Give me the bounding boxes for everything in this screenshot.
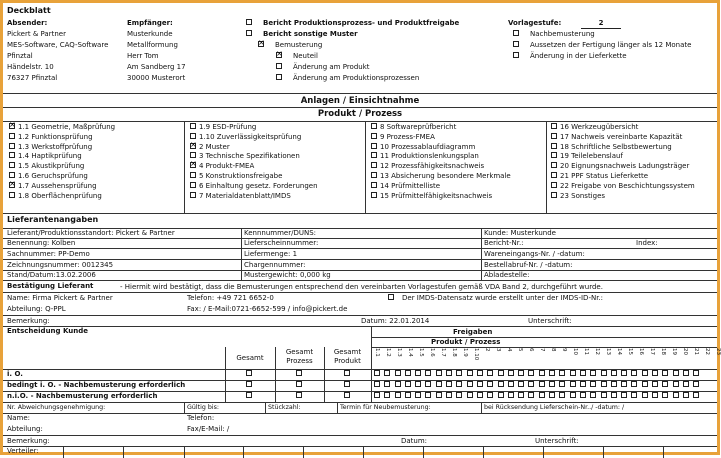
item-label: 14 Prüfmittelliste [380, 181, 441, 190]
tick-label: 3 [495, 348, 501, 352]
bedingt-item-checkboxes[interactable] [374, 381, 704, 389]
item-label: 1.2 Funktionsprüfung [18, 132, 93, 141]
item-label: 11 Produktionslenkungsplan [380, 152, 479, 161]
item-label: 1.10 Zuverlässigkeitsprüfung [199, 132, 302, 141]
pruefung-col4 [551, 123, 695, 201]
liefermenge-field[interactable]: Liefermenge: 1 [244, 250, 298, 258]
entscheidung-title: Entscheidung Kunde [7, 327, 89, 335]
bemusterung-checkbox[interactable] [258, 41, 264, 47]
divider [265, 402, 266, 413]
divider [663, 446, 664, 458]
tick-label: 1.8 [451, 348, 457, 357]
divider [423, 446, 424, 458]
item-label: 1.4 Haptikprüfung [18, 152, 82, 161]
item-label: 20 Eignungsnachweis Ladungsträger [560, 162, 690, 171]
tick-label: 16 [638, 348, 644, 355]
abweichung-field[interactable]: Nr. Abweichungsgenehmigung: [7, 404, 106, 411]
divider [3, 446, 717, 447]
check-1-7[interactable] [9, 182, 15, 188]
tick-label: 17 [649, 348, 655, 355]
item-label: 16 Werkzeugübersicht [560, 123, 639, 131]
tick-label: 14 [616, 348, 622, 355]
item-label: 4 Produkt-FMEA [199, 162, 255, 171]
item-label: 1.8 Oberflächenprüfung [18, 191, 102, 200]
divider [243, 446, 244, 458]
divider [371, 337, 717, 338]
standort-field[interactable]: Lieferant/Produktionsstandort: Pickert & Partner [7, 229, 175, 237]
item-label: 7 Materialdatenblatt/IMDS [199, 191, 291, 200]
item-label: 5 Konstruktionsfreigabe [199, 171, 283, 180]
divider [303, 446, 304, 458]
aenderung-prozess-checkbox[interactable] [276, 74, 282, 80]
tick-label: 15 [627, 348, 633, 355]
tick-label: 13 [605, 348, 611, 355]
item-label: 6 Einhaltung gesetz. Forderungen [199, 181, 318, 190]
tick-label: 9 [561, 348, 567, 352]
divider [123, 446, 124, 458]
zeichnung-field[interactable]: Zeichnungsnummer: 0012345 [7, 261, 114, 269]
absender-line: 76327 Pfinztal [7, 74, 58, 82]
bericht-sonstige-label: Bericht sonstige Muster [263, 30, 358, 38]
nachbemusterung-checkbox[interactable] [513, 30, 519, 36]
item-label: 1.7 Aussehensprüfung [18, 181, 97, 190]
divider [363, 446, 364, 458]
nachbemusterung-label: Nachbemusterung [530, 30, 595, 38]
item-label: 1.3 Werkstoffprüfung [18, 142, 93, 151]
check-2[interactable] [190, 143, 196, 149]
check-13[interactable] [371, 172, 377, 178]
absender-label: Absender: [7, 19, 48, 27]
pruefung-col1 [9, 123, 115, 201]
item-label: 1.5 Akustikprüfung [18, 162, 85, 171]
bericht-produktion-label: Bericht Produktionsprozess- und Produktfreigabe [263, 19, 460, 27]
lieferant-bemerkung[interactable]: Bemerkung: [7, 317, 50, 325]
decision-nio: n.i.O. - Nachbemusterung erforderlich [7, 392, 158, 400]
page-title: Deckblatt [7, 6, 51, 15]
charge-field[interactable]: Chargennummer: [244, 261, 306, 269]
io-produkt-checkbox[interactable] [344, 370, 350, 376]
tick-label: 10 [572, 348, 578, 355]
check-14[interactable] [371, 182, 377, 188]
imds-label: Der IMDS-Datensatz wurde erstellt unter der IMDS-ID-Nr.: [402, 294, 604, 302]
tick-label: 6 [528, 348, 534, 352]
aenderung-prozess-label: Änderung am Produktionsprozessen [293, 74, 420, 82]
tick-label: 2 [484, 348, 490, 352]
divider [483, 446, 484, 458]
tick-label: 1.9 [462, 348, 468, 357]
check-1-4[interactable] [9, 152, 15, 158]
check-10[interactable] [371, 143, 377, 149]
tick-label: 4 [506, 348, 512, 352]
empfaenger-line: Am Sandberg 17 [127, 63, 186, 71]
empfaenger-line: Musterkunde [127, 30, 173, 38]
check-8[interactable] [371, 123, 377, 129]
check-17[interactable] [551, 133, 557, 139]
wareneingang-field[interactable]: Wareneingangs-Nr. / -datum: [484, 250, 585, 258]
gewicht-field[interactable]: Mustergewicht: 0,000 kg [244, 271, 331, 279]
tick-label: 1.3 [396, 348, 402, 357]
item-label: 3 Technische Spezifikationen [199, 152, 300, 161]
item-label: 19 Teilelebenslauf [560, 152, 623, 161]
item-label: 21 PPF Status Lieferkette [560, 171, 649, 180]
lieferant-fax[interactable]: Fax: / E-Mail:0721-6652-599 / info@pickert.de [187, 305, 348, 313]
divider [184, 402, 185, 413]
bestaetigung-text: - Hiermit wird bestätigt, dass die Bemusterungen entsprechend den vereinbarten Vorlagestufen gemäß VDA Band 2, durchgeführt wurde. [120, 283, 603, 291]
lieferkette-checkbox[interactable] [513, 52, 519, 58]
decision-io: i. O. [7, 370, 23, 378]
bemusterung-label: Bemusterung [275, 41, 323, 49]
tick-label: 22 [704, 348, 710, 355]
absender-line: Pickert & Partner [7, 30, 66, 38]
item-label: 12 Prozessfähigkeitsnachweis [380, 162, 485, 171]
tick-label: 1.6 [429, 348, 435, 357]
tick-label: 21 [693, 348, 699, 355]
check-9[interactable] [371, 133, 377, 139]
lieferant-datum[interactable]: Datum: 22.01.2014 [361, 317, 430, 325]
divider [3, 435, 717, 436]
nio-produkt-checkbox[interactable] [344, 392, 350, 398]
item-label: 1.1 Geometrie, Maßprüfung [18, 123, 116, 131]
check-22[interactable] [551, 182, 557, 188]
kunde-name-field[interactable]: Name: [7, 414, 31, 422]
check-1-9[interactable] [190, 123, 196, 129]
tick-label: 12 [594, 348, 600, 355]
item-label: 10 Prozessablaufdiagramm [380, 142, 476, 151]
check-7[interactable] [190, 192, 196, 198]
lieferanten-title: Lieferantenangaben [7, 215, 99, 224]
io-prozess-checkbox[interactable] [296, 370, 302, 376]
item-label: 22 Freigabe von Beschichtungssystem [560, 181, 695, 190]
tick-label: 1.2 [385, 348, 391, 357]
item-label: 17 Nachweis vereinbarte Kapazität [560, 132, 683, 141]
check-20[interactable] [551, 162, 557, 168]
header-gesamt-prozess: Gesamt Prozess [285, 348, 314, 365]
tick-label: 5 [517, 348, 523, 352]
anlagen-title: Anlagen / Einsichtnahme [300, 96, 420, 106]
check-1-5[interactable] [9, 162, 15, 168]
index-field[interactable]: Index: [636, 239, 658, 247]
check-12[interactable] [371, 162, 377, 168]
nio-prozess-checkbox[interactable] [296, 392, 302, 398]
aenderung-produkt-checkbox[interactable] [276, 63, 282, 69]
io-gesamt-checkbox[interactable] [246, 370, 252, 376]
kunde-field[interactable]: Kunde: Musterkunde [484, 229, 556, 237]
absender-line: MES-Software, CAQ-Software [7, 41, 109, 49]
kunde-abteilung-field[interactable]: Abteilung: [7, 425, 43, 433]
divider [481, 228, 482, 280]
kunde-datum-field[interactable]: Datum: [401, 437, 428, 445]
check-11[interactable] [371, 152, 377, 158]
io-item-checkboxes[interactable] [374, 370, 704, 378]
nio-item-checkboxes[interactable] [374, 392, 704, 400]
absender-line: Händelstr. 10 [7, 63, 54, 71]
divider [481, 402, 482, 413]
item-label: 18 Schriftliche Selbstbewertung [560, 142, 672, 151]
divider [241, 228, 242, 280]
lieferant-abteilung[interactable]: Abteilung: Q-PPL [7, 305, 66, 313]
vorlagestufe-value[interactable]: 2 [581, 18, 621, 29]
check-21[interactable] [551, 172, 557, 178]
item-label: 13 Absicherung besondere Merkmale [380, 171, 511, 180]
neuteil-checkbox[interactable] [276, 52, 282, 58]
item-label: 8 Softwareprüfbericht [380, 123, 457, 131]
bestellabruf-field[interactable]: Bestellabruf-Nr. / -datum: [484, 261, 573, 269]
check-1-3[interactable] [9, 143, 15, 149]
divider [184, 121, 185, 213]
check-15[interactable] [371, 192, 377, 198]
nio-gesamt-checkbox[interactable] [246, 392, 252, 398]
divider [543, 446, 544, 458]
divider [603, 446, 604, 458]
kunde-faxmail-field[interactable]: Fax/E-Mail: / [187, 425, 230, 433]
tick-label: 11 [583, 348, 589, 355]
check-3[interactable] [190, 152, 196, 158]
lieferkette-label: Änderung in der Lieferkette [530, 52, 627, 60]
tick-label: 8 [550, 348, 556, 352]
divider [3, 280, 717, 281]
aenderung-produkt-label: Änderung am Produkt [293, 63, 370, 71]
empfaenger-label: Empfänger: [127, 19, 173, 27]
ruecksendung-field[interactable]: bei Rücksendung Lieferschein-Nr../ -datum: / [484, 404, 625, 411]
lieferant-name[interactable]: Name: Firma Pickert & Partner [7, 294, 113, 302]
duns-field[interactable]: Kennnummer/DUNS: [244, 229, 317, 237]
divider [3, 270, 717, 271]
divider [3, 315, 717, 316]
check-1-1[interactable] [9, 123, 15, 129]
bedingt-prozess-checkbox[interactable] [296, 381, 302, 387]
produkt-prozess-title: Produkt / Prozess [317, 109, 403, 119]
check-18[interactable] [551, 143, 557, 149]
sonstige-checkbox[interactable] [246, 30, 252, 36]
benennung-field[interactable]: Benennung: Kolben [7, 239, 76, 247]
pruefung-col3 [371, 123, 511, 201]
stueckzahl-field[interactable]: Stückzahl: [268, 404, 301, 411]
divider [365, 121, 366, 213]
lieferant-unterschrift[interactable]: Unterschrift: [528, 317, 572, 325]
check-19[interactable] [551, 152, 557, 158]
empfaenger-line: 30000 Musterort [127, 74, 186, 82]
produkt-prozess-subtitle: Produkt / Prozess [431, 338, 501, 346]
divider [3, 213, 717, 214]
check-1-6[interactable] [9, 172, 15, 178]
divider [3, 248, 717, 249]
pruefung-col2 [190, 123, 318, 201]
sachnummer-field[interactable]: Sachnummer: PP-Demo [7, 250, 90, 258]
divider [3, 93, 717, 94]
item-label: 15 Prüfmittelfähigkeitsnachweis [380, 191, 493, 200]
tick-label: 1.1 [374, 348, 380, 357]
check-1-8[interactable] [9, 192, 15, 198]
divider [337, 402, 338, 413]
check-4[interactable] [190, 162, 196, 168]
check-6[interactable] [190, 182, 196, 188]
kunde-bemerkung-field[interactable]: Bemerkung: [7, 437, 50, 445]
check-1-2[interactable] [9, 133, 15, 139]
tick-label: 1.5 [418, 348, 424, 357]
item-label: 1.6 Geruchsprüfung [18, 171, 88, 180]
abladestelle-field[interactable]: Abladestelle: [484, 271, 530, 279]
divider [3, 413, 717, 414]
bericht-nr-field[interactable]: Bericht-Nr.: [484, 239, 524, 247]
bedingt-produkt-checkbox[interactable] [344, 381, 350, 387]
item-label: 9 Prozess-FMEA [380, 132, 435, 141]
divider [3, 326, 717, 327]
tick-label: 7 [539, 348, 545, 352]
termin-field[interactable]: Termin für Neubemusterung: [340, 404, 431, 411]
item-label: 1.9 ESD-Prüfung [199, 123, 257, 131]
tick-label: 1.10 [473, 348, 479, 361]
bestaetigung-title: Bestätigung Lieferant [7, 282, 94, 290]
decision-bedingt: bedingt i. O. - Nachbemusterung erforderlich [7, 381, 186, 389]
vorlagestufe-label: Vorlagestufe: [508, 19, 562, 27]
divider [3, 121, 717, 122]
kunde-telefon-field[interactable]: Telefon: [187, 414, 215, 422]
header-gesamt-produkt: Gesamt Produkt [333, 348, 362, 365]
check-1-10[interactable] [190, 133, 196, 139]
divider [184, 446, 185, 458]
bedingt-gesamt-checkbox[interactable] [246, 381, 252, 387]
check-23[interactable] [551, 192, 557, 198]
empfaenger-line: Herr Tom [127, 52, 159, 60]
item-label: 23 Sonstiges [560, 191, 606, 200]
produktion-checkbox[interactable] [246, 19, 252, 25]
tick-label: 20 [682, 348, 688, 355]
neuteil-label: Neuteil [293, 52, 318, 60]
lieferant-telefon[interactable]: Telefon: +49 721 6652-0 [187, 294, 274, 302]
check-16[interactable] [551, 123, 557, 129]
absender-line: Pfinztal [7, 52, 33, 60]
aussetzen-label: Aussetzen der Fertigung länger als 12 Monate [530, 41, 692, 49]
tick-label: 1.7 [440, 348, 446, 357]
kunde-unterschrift-field[interactable]: Unterschrift: [535, 437, 579, 445]
item-label: 2 Muster [199, 142, 230, 151]
empfaenger-line: Metallformung [127, 41, 178, 49]
lieferschein-field[interactable]: Lieferscheinnummer: [244, 239, 319, 247]
check-5[interactable] [190, 172, 196, 178]
verteiler-field[interactable]: Verteiler: [7, 447, 39, 455]
aussetzen-checkbox[interactable] [513, 41, 519, 47]
imds-checkbox[interactable] [388, 294, 394, 300]
divider [63, 446, 64, 458]
tick-label: 1.4 [407, 348, 413, 357]
stand-field[interactable]: Stand/Datum:13.02.2006 [7, 271, 96, 279]
tick-label: 23 [715, 348, 721, 355]
gueltig-field[interactable]: Gültig bis: [187, 404, 219, 411]
divider [546, 121, 547, 213]
tick-label: 18 [660, 348, 666, 355]
divider [3, 238, 717, 239]
header-gesamt: Gesamt [236, 354, 264, 362]
freigaben-title: Freigaben [453, 328, 493, 336]
tick-label: 19 [671, 348, 677, 355]
